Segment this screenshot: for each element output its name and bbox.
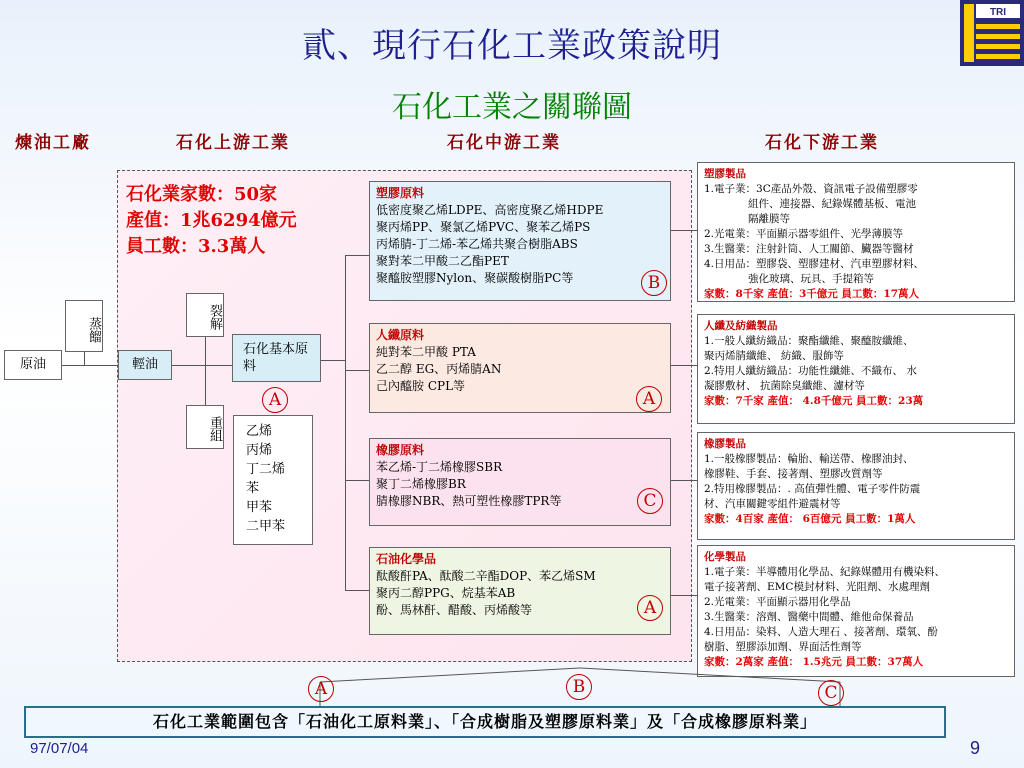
distillation-box: 蒸餾 (65, 300, 103, 352)
mark-a-fiber: A (636, 386, 662, 412)
down-line: 1.電子業：半導體用化學品、紀錄媒體用有機染料、 (704, 566, 946, 578)
aromatic-item: 丙烯 (246, 443, 273, 458)
down-stats: 家數：7千家 產值： 4.8千億元 員工數：23萬 (704, 395, 924, 407)
mid-line: 純對苯二甲酸 PTA (376, 345, 476, 359)
mid-rubber-title: 橡膠原料 (376, 443, 425, 457)
mid-line: 乙二醇 EG、丙烯腈AN (376, 362, 502, 376)
down-line: 2.特用橡膠製品：. 高值彈性體、電子零件防震 (704, 483, 921, 495)
down-line: 聚丙烯腈纖維、 紡織、服飾等 (704, 350, 844, 362)
mid-line: 聚丙烯PP、聚氯乙烯PVC、聚苯乙烯PS (376, 220, 591, 234)
down-line: 1.電子業：3C產品外殼、資訊電子設備塑膠零 (704, 183, 918, 195)
down-title: 塑膠製品 (704, 168, 746, 180)
connector (345, 480, 369, 481)
mid-fiber-title: 人纖原料 (376, 328, 425, 342)
down-stats: 家數：4百家 產值： 6百億元 員工數：1萬人 (704, 513, 916, 525)
mid-line: 聚丙二醇PPG、烷基苯AB (376, 586, 516, 600)
stat-employees: 員工數：3.3萬人 (126, 236, 266, 257)
mid-line: 腈橡膠NBR、熱可塑性橡膠TPR等 (376, 494, 562, 508)
down-line: 4.日用品：塑膠袋、塑膠建材、汽車塑膠材料、 (704, 258, 925, 270)
mid-line: 低密度聚乙烯LDPE、高密度聚乙烯HDPE (376, 203, 604, 217)
connector (345, 255, 369, 256)
column-header-refinery: 煉油工廠 (15, 133, 91, 153)
down-line: 2.光電業：平面顯示器用化學品 (704, 596, 851, 608)
down-line: 凝膠敷材、 抗菌除臭纖維、濾材等 (704, 380, 865, 392)
mark-b-bottom: B (566, 674, 592, 700)
down-line: 樹脂、塑膠添加劑、界面活性劑等 (704, 641, 862, 653)
connector (671, 480, 697, 481)
mid-line: 苯乙烯-丁二烯橡膠SBR (376, 460, 503, 474)
mid-plastics-box (369, 181, 671, 301)
naphtha-box: 輕油 (118, 350, 172, 380)
aromatic-item: 苯 (246, 481, 260, 496)
down-line: 強化玻璃、玩具、手提箱等 (748, 273, 874, 285)
column-header-downstream: 石化下游工業 (765, 133, 879, 153)
down-fiber-box (697, 314, 1015, 424)
column-header-upstream: 石化上游工業 (176, 133, 290, 153)
down-line: 電子接著劑、EMC模封材料、光阻劑、水處理劑 (704, 581, 930, 593)
down-line: 材、汽車關鍵零組件避震材等 (704, 498, 841, 510)
mid-fiber-box (369, 323, 671, 413)
mark-a-bottom: A (308, 676, 334, 702)
mid-line: 酚、馬林酐、醋酸、丙烯酸等 (376, 603, 533, 617)
connector (84, 352, 85, 365)
aromatics-list (233, 415, 313, 545)
down-line: 1.一般人纖紡織品：聚酯纖維、聚醯胺纖維、 (704, 335, 914, 347)
industry-stats (126, 182, 297, 260)
connector (321, 360, 345, 361)
mid-line: 己內醯胺 CPL等 (376, 379, 466, 393)
mid-line: 酞酸酐PA、酞酸二辛酯DOP、苯乙烯SM (376, 569, 596, 583)
reforming-box: 重組 (186, 405, 224, 449)
connector (671, 595, 697, 596)
mark-c-rubber: C (637, 488, 663, 514)
down-stats: 家數：2萬家 產值： 1.5兆元 員工數：37萬人 (704, 656, 924, 668)
stat-firms: 石化業家數：50家 (126, 184, 278, 205)
down-line: 隔離膜等 (748, 213, 790, 225)
page-number: 9 (970, 738, 981, 758)
connector (345, 255, 346, 590)
connector (671, 365, 697, 366)
down-title: 人纖及紡織製品 (704, 320, 778, 332)
column-header-midstream: 石化中游工業 (447, 133, 561, 153)
basic-feedstock-box: 石化基本原料 (232, 334, 321, 382)
down-line: 2.特用人纖紡織品：功能性纖維、不織布、 水 (704, 365, 917, 377)
aromatic-item: 乙烯 (246, 424, 273, 439)
crude-oil-box: 原油 (4, 350, 62, 380)
down-stats: 家數：8千家 產值：3千億元 員工數：17萬人 (704, 288, 920, 300)
stat-output: 產值：1兆6294億元 (126, 210, 297, 231)
down-line: 1.一般橡膠製品：輪胎、輸送帶、橡膠油封、 (704, 453, 914, 465)
aromatic-item: 甲苯 (246, 500, 273, 515)
mid-petrochem-title: 石油化學品 (376, 552, 437, 566)
connector (671, 230, 697, 231)
down-line: 3.生醫業：溶劑、醫藥中間體、維他命保養品 (704, 611, 914, 623)
mark-a-petrochem: A (637, 595, 663, 621)
down-line: 橡膠鞋、手套、接著劑、塑膠改質劑等 (704, 468, 883, 480)
down-line: 組件、連接器、紀錄媒體基板、電池 (748, 198, 916, 210)
mid-line: 聚對苯二甲酸二乙酯PET (376, 254, 509, 268)
aromatic-item: 丁二烯 (246, 462, 286, 477)
down-rubber-box (697, 432, 1015, 540)
mark-a-basic: A (262, 387, 288, 413)
mark-c-bottom: C (818, 680, 844, 706)
cracking-box: 裂解 (186, 293, 224, 337)
down-title: 橡膠製品 (704, 438, 746, 450)
connector (345, 370, 369, 371)
tri-logo (960, 0, 1024, 66)
scope-note: 石化工業範圍包含「石油化工原料業」、「合成樹脂及塑膠原料業」及「合成橡膠原料業」 (24, 706, 946, 738)
connector (345, 590, 369, 591)
connector (170, 365, 232, 366)
aromatic-item: 二甲苯 (246, 519, 286, 534)
mid-line: 丙烯腈-丁二烯-苯乙烯共聚合樹脂ABS (376, 237, 578, 251)
mid-plastics-title: 塑膠原料 (376, 186, 425, 200)
down-line: 3.生醫業：注射針筒、人工關節、臟器等醫材 (704, 243, 914, 255)
connector (205, 365, 206, 405)
mid-line: 聚醯胺塑膠Nylon、聚碳酸樹脂PC等 (376, 271, 574, 285)
mark-b-plastics: B (641, 270, 667, 296)
down-plastics-box (697, 162, 1015, 302)
connector (205, 334, 206, 365)
slide-date: 97/07/04 (30, 740, 89, 757)
page-title: 貳、現行石化工業政策說明 (302, 26, 722, 66)
down-chemicals-box (697, 545, 1015, 677)
mid-petrochem-box (369, 547, 671, 635)
mid-line: 聚丁二烯橡膠BR (376, 477, 466, 491)
logo-text: TRI (989, 7, 1007, 18)
down-line: 2.光電業：平面顯示器零組件、光學薄膜等 (704, 228, 904, 240)
down-line: 4.日用品：染料、人造大理石 、接著劑、環氧、酚 (704, 626, 938, 638)
mid-rubber-box (369, 438, 671, 526)
connector (62, 365, 117, 366)
down-title: 化學製品 (704, 551, 746, 563)
page-subtitle: 石化工業之關聯圖 (392, 90, 632, 125)
